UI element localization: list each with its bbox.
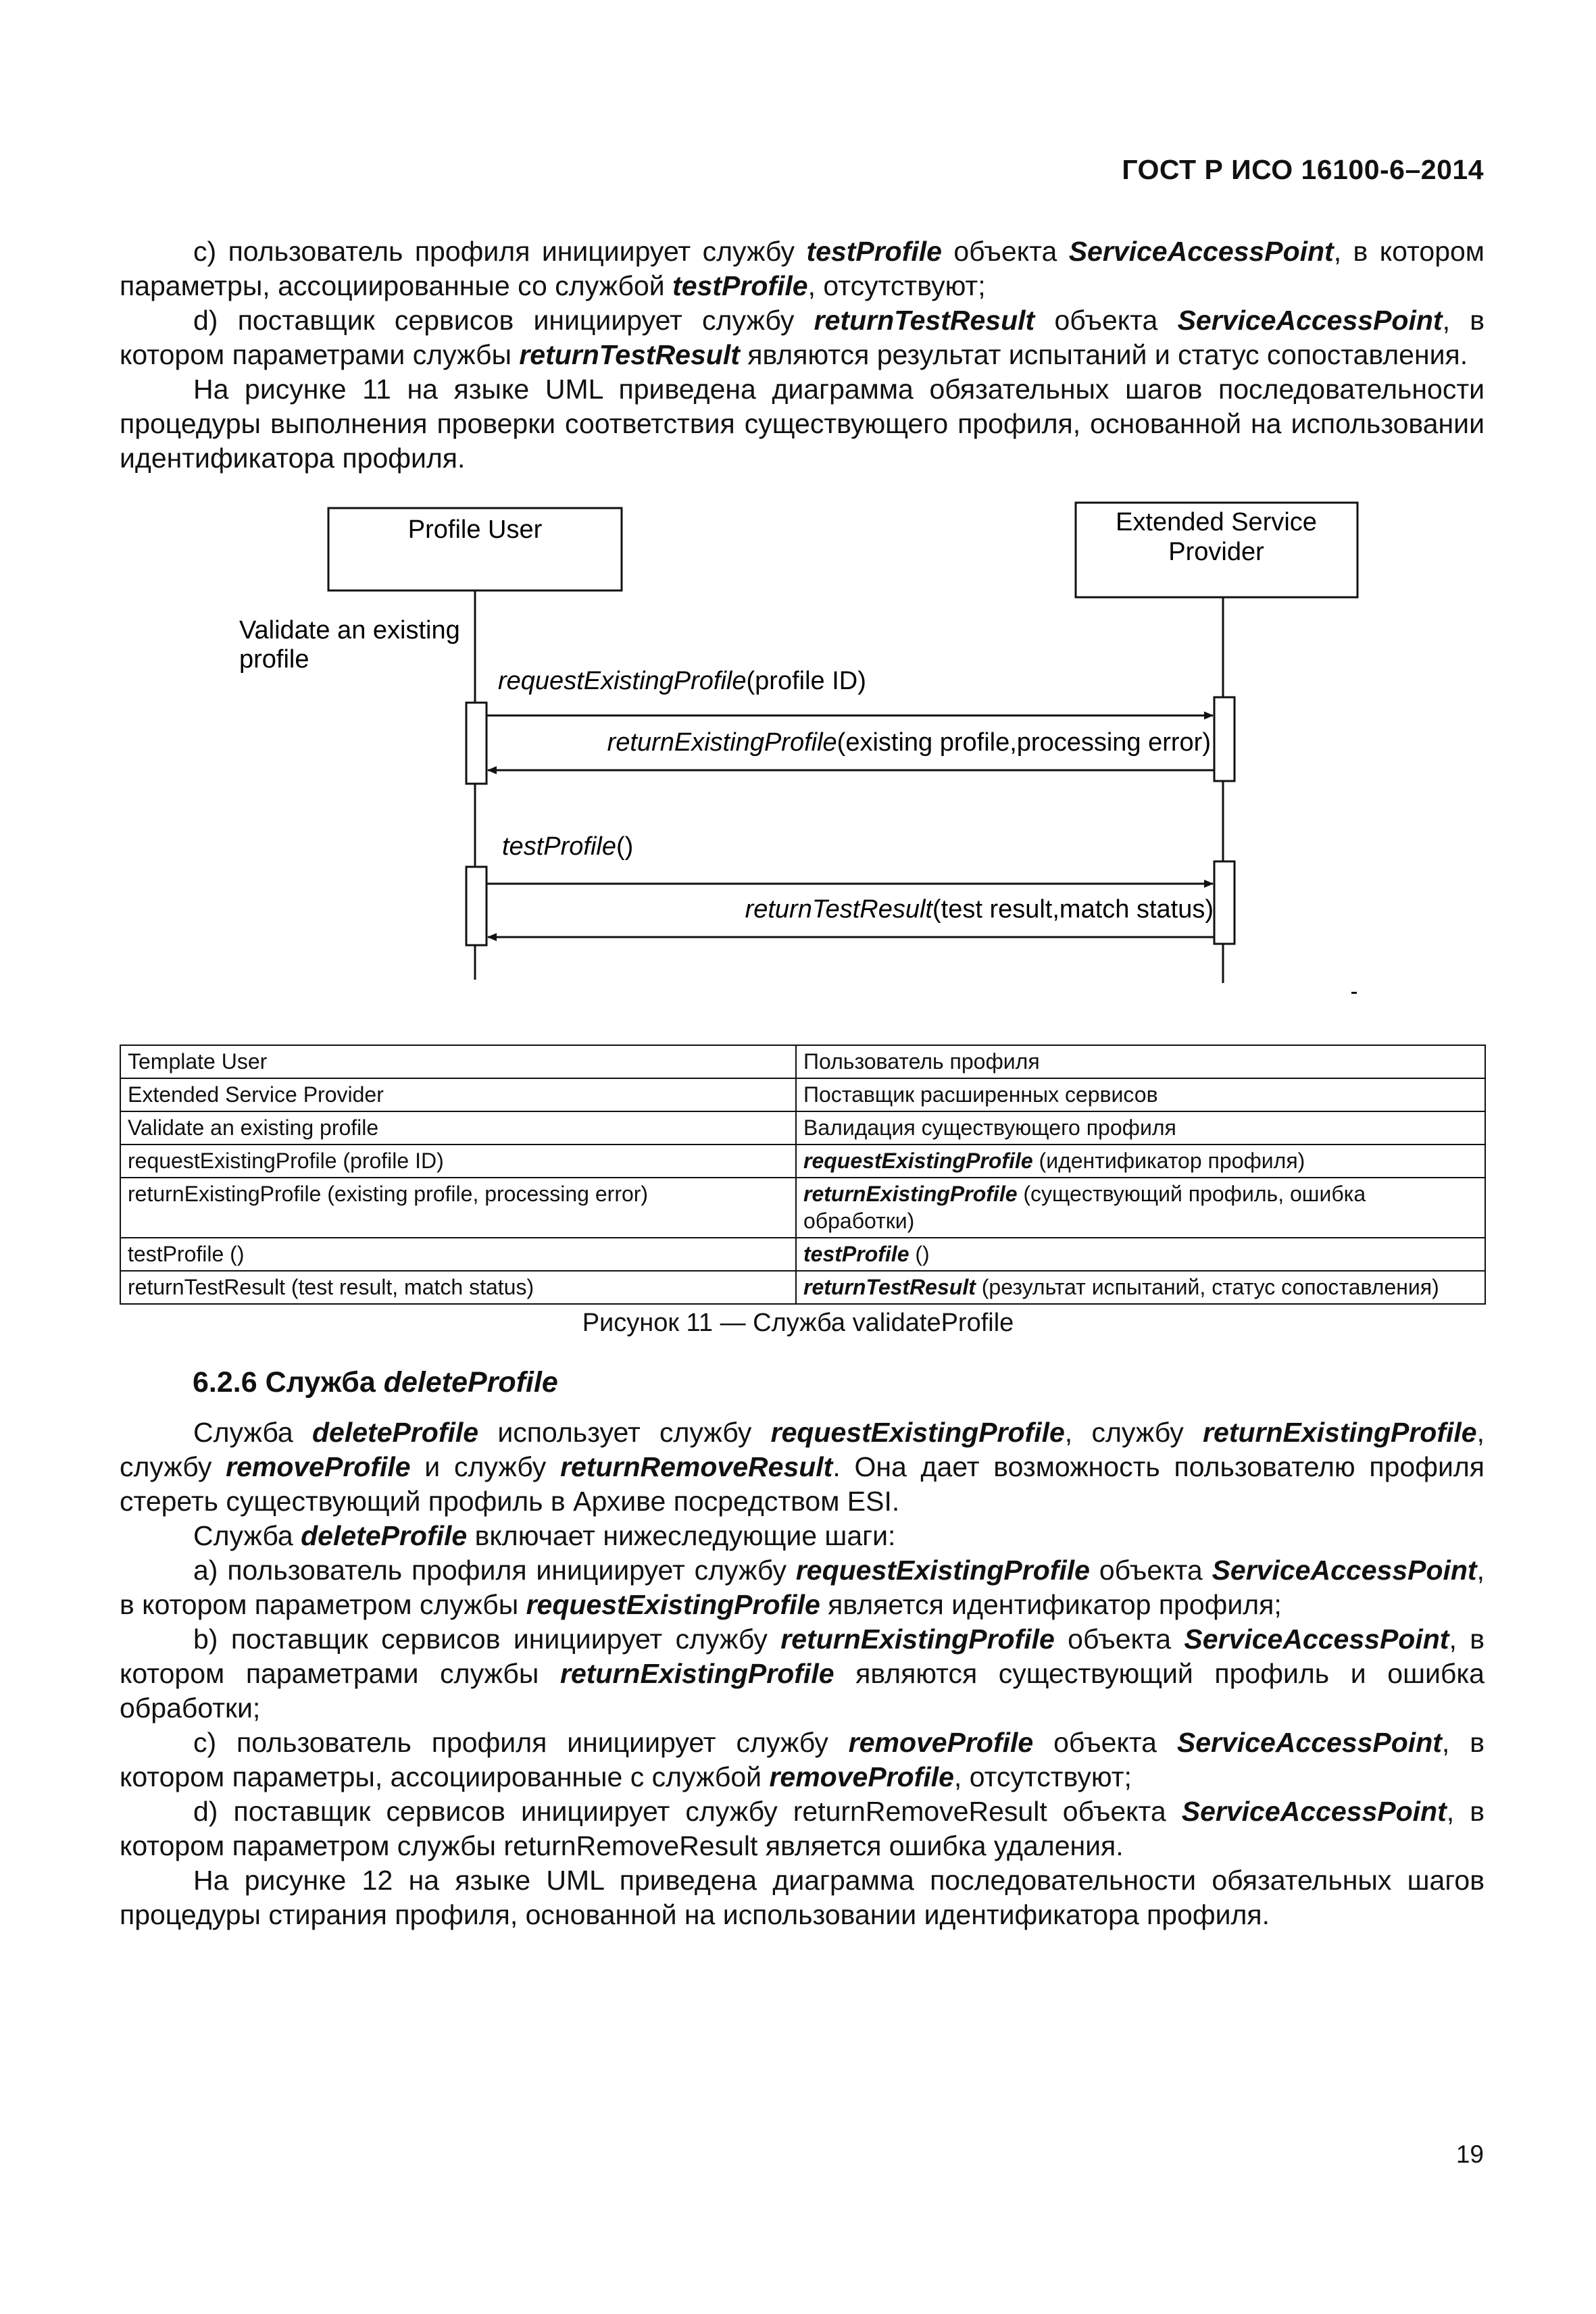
legend-row [120, 1238, 1485, 1271]
section-name: deleteProfile [383, 1366, 558, 1399]
text-run: , в котором параметрами службы [120, 305, 1485, 370]
legend-row [120, 1271, 1485, 1304]
text-run: , в котором параметром службы returnRemoveResult является ошибка удаления. [120, 1796, 1485, 1861]
activation-bar-provider-2 [1214, 861, 1235, 944]
text-run: , отсутствуют; [807, 270, 986, 301]
legend-table [120, 1045, 1486, 1305]
paragraph [120, 303, 1485, 372]
text-run: являются результат испытаний и статус сопоставления. [739, 339, 1468, 370]
paragraph [120, 1622, 1485, 1726]
section-body-text [120, 1415, 1485, 1932]
text-run: Служба [193, 1417, 312, 1448]
text-run: , в котором параметрами службы [120, 1624, 1485, 1689]
legend-term-en: returnTestResult (test result, match status) [120, 1271, 796, 1304]
text-run: (существующий профиль, ошибка обработки) [803, 1182, 1366, 1233]
actor-label-service-provider-1: Extended Service [1116, 508, 1317, 536]
text-run: , службу [1064, 1417, 1203, 1448]
text-run: , в котором параметром службы [120, 1555, 1485, 1620]
emphasized-term: returnExistingProfile [1203, 1417, 1477, 1448]
text-run: На рисунке 11 на языке UML приведена диаграмма обязательных шагов последовательности процедуры выполнения проверки соответствия существующего профиля, основанной на использовании идентификатора профиля. [120, 374, 1485, 474]
message-return-existing-profile: returnExistingProfile(existing profile,processing error) [607, 728, 1211, 757]
legend-term-en: Template User [120, 1045, 796, 1078]
figure-caption: Рисунок 11 — Служба validateProfile [582, 1309, 1014, 1337]
actor-label-profile-user: Profile User [407, 515, 543, 544]
emphasized-term: returnExistingProfile [780, 1624, 1055, 1655]
legend-row [120, 1111, 1485, 1145]
message-test-profile: testProfile() [502, 832, 634, 861]
emphasized-term: returnTestResult [803, 1275, 976, 1299]
text-run: (идентификатор профиля) [1032, 1149, 1305, 1173]
emphasized-term: testProfile [672, 270, 808, 301]
text-run: объекта [1054, 1624, 1184, 1655]
legend-row [120, 1078, 1485, 1111]
page-number: 19 [1455, 2140, 1484, 2168]
emphasized-term: requestExistingProfile [526, 1589, 820, 1620]
text-run: На рисунке 12 на языке UML приведена диаграмма последовательности обязательных шагов процедуры стирания профиля, основанной на использовании идентификатора профиля. [120, 1865, 1485, 1930]
activation-bar-provider-1 [1214, 697, 1235, 781]
emphasized-term: requestExistingProfile [803, 1149, 1033, 1173]
text-run: Валидация существующего профиля [803, 1115, 1176, 1140]
text-run: () [909, 1242, 930, 1266]
standard-header: ГОСТ Р ИСО 16100-6–2014 [1122, 154, 1484, 185]
emphasized-term: ServiceAccessPoint [1068, 236, 1334, 267]
text-run: объекта [1033, 1727, 1177, 1758]
legend-term-en: requestExistingProfile (profile ID) [120, 1145, 796, 1178]
legend-term-en: Validate an existing profile [120, 1111, 796, 1145]
stray-mark [1351, 992, 1357, 994]
text-run: являются существующий профиль и ошибка обработки; [120, 1658, 1485, 1724]
text-run: , в котором параметры, ассоциированные с службой [120, 1727, 1485, 1792]
emphasized-term: testProfile [803, 1242, 909, 1266]
section-heading [193, 1366, 558, 1399]
text-run: b) поставщик сервисов инициирует службу [193, 1624, 781, 1655]
text-run: с) пользователь профиля инициирует службу [193, 236, 807, 267]
scenario-label-1: Validate an existing [239, 616, 460, 645]
text-run: объекта [1089, 1555, 1212, 1586]
emphasized-term: returnExistingProfile [560, 1658, 834, 1689]
legend-term-ru [796, 1178, 1485, 1238]
intro-text [120, 234, 1485, 476]
text-run: и службу [410, 1451, 561, 1482]
paragraph [120, 1726, 1485, 1794]
emphasized-term: removeProfile [769, 1761, 954, 1792]
legend-term-en: testProfile () [120, 1238, 796, 1271]
text-run: является идентификатор профиля; [820, 1589, 1282, 1620]
text-run: , службу [120, 1417, 1485, 1482]
emphasized-term: ServiceAccessPoint [1176, 1727, 1442, 1758]
text-run: d) поставщик сервисов инициирует службу [193, 305, 814, 336]
activation-bar-user-1 [466, 703, 487, 784]
legend-term-ru [796, 1045, 1485, 1078]
emphasized-term: requestExistingProfile [770, 1417, 1065, 1448]
emphasized-term: returnRemoveResult [560, 1451, 833, 1482]
text-run: включает нижеследующие шаги: [467, 1520, 896, 1551]
text-run: d) поставщик сервисов инициирует службу returnRemoveResult объекта [193, 1796, 1182, 1827]
emphasized-term: removeProfile [848, 1727, 1034, 1758]
paragraph [120, 1553, 1485, 1622]
text-run: с) пользователь профиля инициирует службу [193, 1727, 849, 1758]
emphasized-term: removeProfile [226, 1451, 411, 1482]
legend-term-ru [796, 1271, 1485, 1304]
text-run: объекта [1034, 305, 1178, 336]
legend-term-ru [796, 1078, 1485, 1111]
emphasized-term: deleteProfile [312, 1417, 479, 1448]
emphasized-term: returnTestResult [519, 339, 740, 370]
section-number: 6.2.6 Служба [193, 1366, 384, 1399]
text-run: объекта [941, 236, 1069, 267]
legend-term-en: returnExistingProfile (existing profile, processing error) [120, 1178, 796, 1238]
message-request-existing-profile: requestExistingProfile(profile ID) [498, 667, 866, 695]
text-run: Поставщик расширенных сервисов [803, 1082, 1158, 1107]
paragraph [120, 1415, 1485, 1519]
actor-label-service-provider-2: Provider [1168, 538, 1264, 566]
text-run: , в котором параметры, ассоциированные со службой [120, 236, 1485, 301]
emphasized-term: ServiceAccessPoint [1212, 1555, 1477, 1586]
text-run: (результат испытаний, статус сопоставления) [975, 1275, 1439, 1299]
legend-term-ru [796, 1238, 1485, 1271]
emphasized-term: requestExistingProfile [795, 1555, 1090, 1586]
legend-term-ru [796, 1145, 1485, 1178]
sequence-diagram [223, 493, 1372, 1007]
legend-row [120, 1145, 1485, 1178]
paragraph [120, 1863, 1485, 1932]
emphasized-term: ServiceAccessPoint [1184, 1624, 1449, 1655]
text-run: а) пользователь профиля инициирует службу [193, 1555, 796, 1586]
text-run: Пользователь профиля [803, 1049, 1040, 1074]
legend-row [120, 1178, 1485, 1238]
message-return-test-result: returnTestResult(test result,match status) [745, 895, 1214, 924]
emphasized-term: ServiceAccessPoint [1181, 1796, 1447, 1827]
legend-row [120, 1045, 1485, 1078]
paragraph [120, 1794, 1485, 1863]
emphasized-term: testProfile [806, 236, 942, 267]
text-run: использует службу [478, 1417, 771, 1448]
scenario-label-2: profile [239, 645, 309, 674]
activation-bar-user-2 [466, 867, 487, 945]
paragraph [120, 372, 1485, 476]
emphasized-term: returnTestResult [814, 305, 1035, 336]
text-run: , отсутствуют; [953, 1761, 1132, 1792]
legend-term-ru [796, 1111, 1485, 1145]
emphasized-term: returnExistingProfile [803, 1182, 1018, 1206]
text-run: Служба [193, 1520, 301, 1551]
legend-term-en: Extended Service Provider [120, 1078, 796, 1111]
paragraph [120, 234, 1485, 303]
emphasized-term: deleteProfile [301, 1520, 468, 1551]
emphasized-term: ServiceAccessPoint [1177, 305, 1443, 336]
text-run: . Она дает возможность пользователю профиля стереть существующий профиль в Архиве посредством ESI. [120, 1451, 1485, 1517]
paragraph [120, 1519, 1485, 1553]
